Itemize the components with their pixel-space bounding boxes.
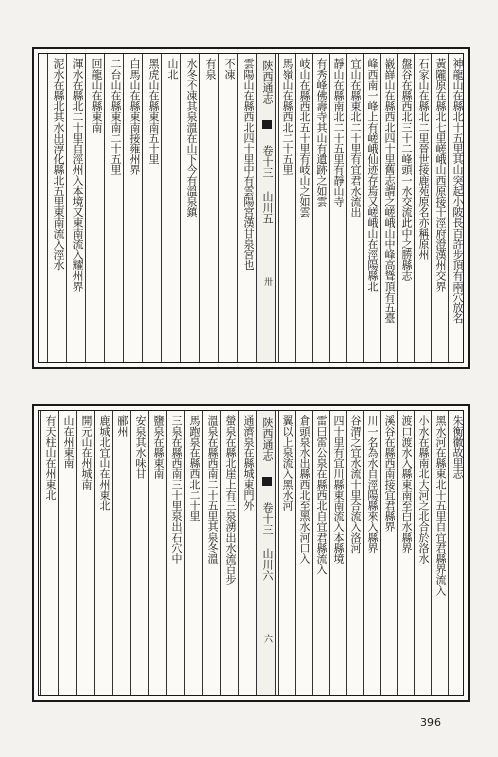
top-page-frame (38, 53, 464, 363)
top-page-center-margin (256, 54, 276, 362)
text-column: 峰西南一峰上有嵯峨仙迹存焉又嵯峨山在涇陽縣北 (363, 54, 380, 362)
text-column: 小水在縣南北大河之北合於洛水 (414, 411, 431, 695)
text-column: 雲陽山在縣西北四十里中有雲陽宮漢甘泉宮也 (237, 54, 256, 362)
text-column: 川一名為水自涇陽縣來入縣界 (363, 411, 380, 695)
bottom-page-frame (38, 410, 464, 696)
margin-volume: 卷十三 (261, 145, 274, 178)
text-column: 山北 (161, 54, 180, 362)
text-column: 有秀峰佛壽寺其山有遺跡之如雲 (312, 54, 329, 362)
text-column: 通濟泉在縣城東門外 (238, 411, 256, 695)
text-column: 螢泉在縣北崖上有三泉湧出水流百步 (220, 411, 238, 695)
text-column: 石家山在縣北二里晉世接鹿苑原名亦稱原州 (414, 54, 431, 362)
text-column: 溫泉在縣西南二十五里其泉冬溫 (202, 411, 220, 695)
text-column: 馬跑泉在縣西北二十里 (184, 411, 202, 695)
text-column: 馬嶺山在縣西北二十五里 (278, 54, 295, 362)
text-column: 巀嶭山在縣西北四十里舊志謂之嵯峨山中峰高聳頂有五臺 (380, 54, 397, 362)
text-column: 泥水在縣北其水出淳化縣北五里東南流入涇水 (47, 54, 66, 362)
margin-volume: 卷十三 (261, 502, 274, 535)
text-column: 谷渭之宜水流十里合流入洛河 (346, 411, 363, 695)
margin-section: 山川五 (261, 191, 274, 224)
text-column: 黑水河在縣東北十五里自宜君縣界流入 (431, 411, 448, 695)
text-column: 郦州 (112, 411, 130, 695)
text-column: 朱衡徽故里志 (448, 411, 465, 695)
text-column: 有泉 (199, 54, 218, 362)
margin-title: 陝西通志 (261, 417, 274, 461)
bottom-page-center-margin (256, 411, 276, 695)
text-column: 有天柱山在州東北 (40, 411, 58, 695)
margin-leaf-number: 卅 (262, 277, 272, 286)
page-number: 396 (420, 716, 441, 729)
text-column: 宜山在縣東北二十里有宜君水流出 (346, 54, 363, 362)
text-column: 岐山在縣西北五十里有岐山之如雲 (295, 54, 312, 362)
text-column: 三泉在縣西南三十里泉出石穴中 (166, 411, 184, 695)
text-column: 開元山在州城南 (76, 411, 94, 695)
text-column: 神龍山在縣北十五里其山突起小陂長百許步頂有兩穴放名 (448, 54, 465, 362)
text-column: 渾水在縣北二十里自涇州入本境又東南流入耀州界 (66, 54, 85, 362)
text-column: 倉頭泉水出縣西北至黑水河口入 (295, 411, 312, 695)
text-column: 黃隴原在縣北七里嵯峨山西原接干涇府澄漢州交界 (431, 54, 448, 362)
text-column: 山在州東南 (58, 411, 76, 695)
fishtail-mark (262, 477, 272, 486)
margin-leaf-number: 六 (262, 634, 272, 643)
text-column: 鹿城北宜山在州東北 (94, 411, 112, 695)
text-column: 水冬不凍其泉溫在山下今有溫泉鎮 (180, 54, 199, 362)
margin-title: 陝西通志 (261, 60, 274, 104)
text-column: 靜山在縣南北二十五里有靜山寺 (329, 54, 346, 362)
text-column: 二台山在縣東南二十五里 (104, 54, 123, 362)
text-column: 渡口渡水入縣東南至白水縣界 (397, 411, 414, 695)
text-column: 四十里有宜川縣東南流入本縣境 (329, 411, 346, 695)
text-column: 黑虎山在縣東南五十里 (142, 54, 161, 362)
text-column: 雷曰雷公泉在縣西北自宜君縣流入 (312, 411, 329, 695)
text-column: 鹽泉在縣東南 (148, 411, 166, 695)
text-column: 溪谷在縣西南接宜君縣界 (380, 411, 397, 695)
top-page (32, 47, 470, 369)
text-column: 翼以上泉流入黑水河 (278, 411, 295, 695)
text-column: 白馬山在縣東南接雍州界 (123, 54, 142, 362)
text-column: 盤谷在縣西北三十二峰頭一水交流此中之勝縣志 (397, 54, 414, 362)
text-column: 回龍山在縣東南 (85, 54, 104, 362)
fishtail-mark (262, 120, 272, 129)
margin-section: 山川六 (261, 548, 274, 581)
bottom-page (32, 404, 470, 702)
text-column: 安泉其水味甘 (130, 411, 148, 695)
text-column: 不凍 (218, 54, 237, 362)
